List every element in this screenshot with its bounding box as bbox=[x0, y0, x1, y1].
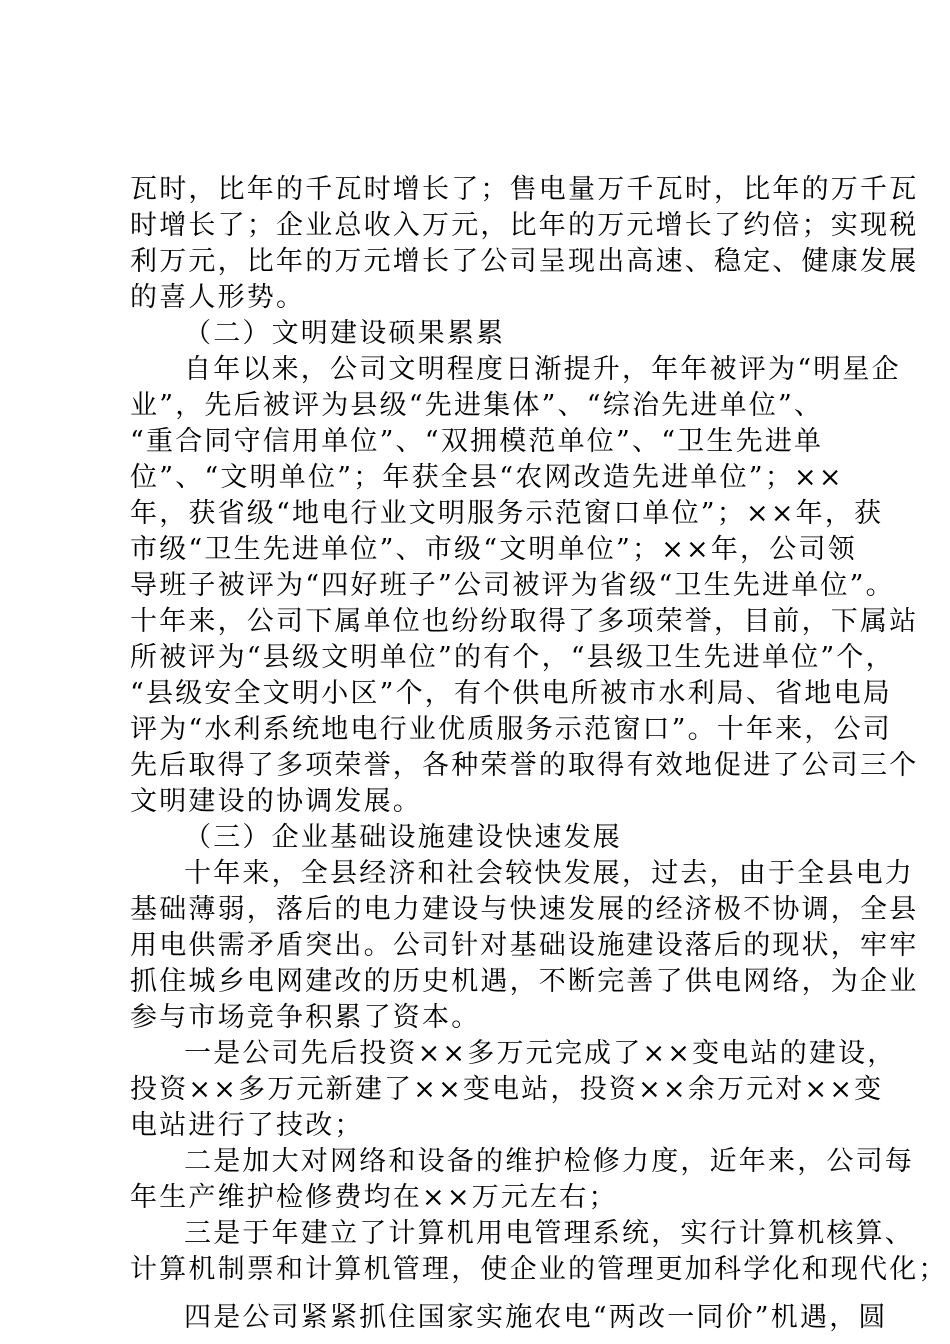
body-line: 二是加大对网络和设备的维护检修力度，近年来，公司每 bbox=[184, 1146, 914, 1177]
body-line: “重合同守信用单位”、“双拥模范单位”、“卫生先进单 bbox=[130, 426, 824, 457]
body-line: 位”、“文明单位”；年获全县“农网改造先进单位”；×× bbox=[130, 462, 844, 493]
body-line: 投资××多万元新建了××变电站，投资××余万元对××变 bbox=[130, 1074, 884, 1105]
body-line: “县级安全文明小区”个，有个供电所被市水利局、省地电局 bbox=[130, 678, 893, 709]
body-line: 计算机制票和计算机管理，使企业的管理更加科学化和现代化； bbox=[130, 1254, 948, 1285]
body-line: 自年以来，公司文明程度日渐提升，年年被评为“明星企 bbox=[184, 354, 901, 385]
body-line: 四是公司紧紧抓住国家实施农电“两改一同价”机遇，圆 bbox=[184, 1302, 888, 1333]
body-line: 一是公司先后投资××多万元完成了××变电站的建设， bbox=[184, 1038, 897, 1069]
body-line: 瓦时，比年的千瓦时增长了；售电量万千瓦时，比年的万千瓦 bbox=[130, 174, 919, 205]
body-line: 文明建设的协调发展。 bbox=[130, 786, 422, 817]
body-line: 三是于年建立了计算机用电管理系统，实行计算机核算、 bbox=[184, 1218, 914, 1249]
body-line: 业”，先后被评为县级“先进集体”、“综治先进单位”、 bbox=[130, 390, 824, 421]
body-line: 用电供需矛盾突出。公司针对基础设施建设落后的现状，牢牢 bbox=[130, 930, 919, 961]
body-line: 时增长了；企业总收入万元，比年的万元增长了约倍；实现税 bbox=[130, 210, 919, 241]
body-line: 先后取得了多项荣誉，各种荣誉的取得有效地促进了公司三个 bbox=[130, 750, 919, 781]
body-line: 基础薄弱，落后的电力建设与快速发展的经济极不协调，全县 bbox=[130, 894, 919, 925]
body-line: 抓住城乡电网建改的历史机遇，不断完善了供电网络，为企业 bbox=[130, 966, 919, 997]
body-line: 十年来，全县经济和社会较快发展，过去，由于全县电力 bbox=[184, 858, 914, 889]
body-line: 利万元，比年的万元增长了公司呈现出高速、稳定、健康发展 bbox=[130, 246, 919, 277]
section-heading: （二）文明建设硕果累累 bbox=[184, 318, 506, 349]
body-line: 导班子被评为“四好班子”公司被评为省级“卫生先进单位”。 bbox=[130, 570, 895, 601]
body-line: 参与市场竞争积累了资本。 bbox=[130, 1002, 481, 1033]
body-line: 评为“水利系统地电行业优质服务示范窗口”。十年来，公司 bbox=[130, 714, 893, 745]
body-line: 市级“卫生先进单位”、市级“文明单位”；××年，公司领 bbox=[130, 534, 857, 565]
body-line: 的喜人形势。 bbox=[130, 282, 306, 313]
body-line: 十年来，公司下属单位也纷纷取得了多项荣誉，目前，下属站 bbox=[130, 606, 919, 637]
body-line: 年生产维护检修费均在××万元左右； bbox=[130, 1182, 618, 1213]
body-line: 电站进行了技改； bbox=[130, 1110, 364, 1141]
body-line: 年，获省级“地电行业文明服务示范窗口单位”；××年，获 bbox=[130, 498, 884, 529]
body-line: 所被评为“县级文明单位”的有个，“县级卫生先进单位”个， bbox=[130, 642, 895, 673]
section-heading: （三）企业基础设施建设快速发展 bbox=[184, 822, 622, 853]
